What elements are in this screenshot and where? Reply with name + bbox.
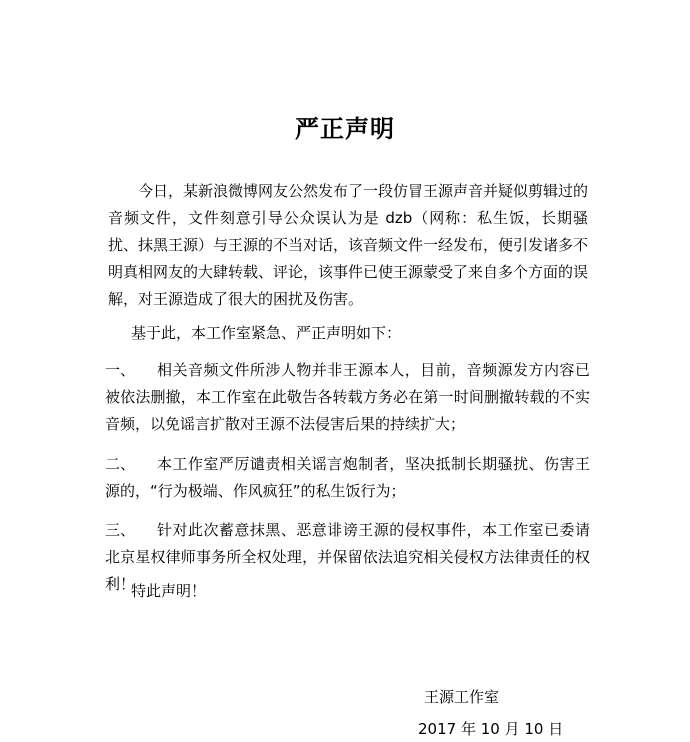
statement-item-1 <box>105 357 590 438</box>
item-text: 针对此次蓄意抹黑、恶意诽谤王源的侵权事件，本工作室已委请北京星权律师事务所全权处理，并保留依法追究相关侵权方法律责任的权利！ <box>105 521 590 593</box>
closing-line: 特此声明！ <box>131 582 207 600</box>
signature-date: 2017 年 10 月 10 日 <box>418 720 564 738</box>
basis-paragraph: 基于此，本工作室紧急、严正声明如下： <box>131 324 402 342</box>
statement-item-2 <box>105 451 590 505</box>
item-number: 一、 <box>105 361 136 379</box>
document-title: 严正声明 <box>295 115 395 143</box>
signature-organization: 王源工作室 <box>424 688 500 706</box>
item-text: 相关音频文件所涉人物并非王源本人，目前，音频源发方内容已被依法删撤，本工作室在此敬告各转载方务必在第一时间删撤转载的不实音频，以免谣言扩散对王源不法侵害后果的持续扩大； <box>105 361 590 433</box>
item-text: 本工作室严厉谴责相关谣言炮制者，坚决抵制长期骚扰、伤害王源的，“行为极端、作风疯狂”的私生饭行为； <box>105 455 590 500</box>
item-number: 三、 <box>105 521 136 539</box>
intro-paragraph: 今日，某新浪微博网友公然发布了一段仿冒王源声音并疑似剪辑过的音频文件，文件刻意引导公众误认为是 dzb（网称：私生饭，长期骚扰、抹黑王源）与王源的不当对话，该音频文件一经发布，便引发诸多不明真相网友的大肆转载、评论，该事件已使王源蒙受了来自多个方面的误解，对王源造成了很大的困扰及伤害。 <box>108 182 589 308</box>
item-number: 二、 <box>105 455 136 473</box>
